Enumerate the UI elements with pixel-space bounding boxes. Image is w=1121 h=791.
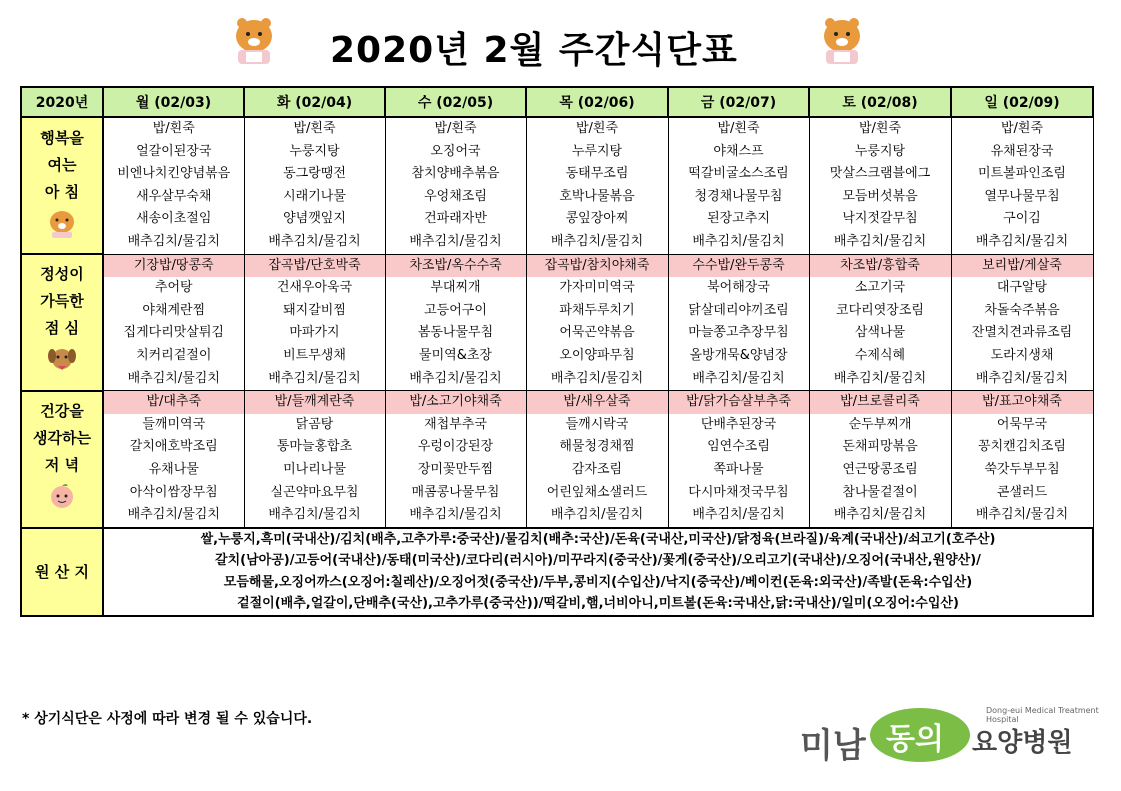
menu-item: 건파래자반 — [424, 211, 487, 227]
day-menu-cell — [103, 254, 244, 391]
meal-label-line: 건강을 — [40, 402, 84, 421]
menu-item: 연근땅콩조림 — [842, 461, 918, 477]
day-menu-cell — [526, 391, 668, 528]
menu-item: 밥/흰죽 — [858, 121, 902, 136]
menu-item: 파채두루치기 — [559, 302, 635, 318]
menu-item: 올방개묵&양념장 — [689, 347, 788, 363]
menu-item: 누룽지탕 — [854, 143, 906, 159]
menu-item: 밥/소고기야채죽 — [386, 391, 526, 414]
menu-item: 밥/닭가슴살부추죽 — [669, 391, 809, 414]
menu-item: 재첩부추국 — [424, 416, 487, 432]
day-menu-cell — [385, 391, 526, 528]
meal-label — [21, 391, 103, 528]
menu-item: 야채계란찜 — [142, 302, 206, 318]
menu-item: 돈채피망볶음 — [842, 439, 918, 455]
day-header: 금 (02/07) — [668, 87, 809, 117]
menu-item: 어묵곤약볶음 — [559, 325, 635, 341]
menu-item: 동태무조림 — [565, 166, 629, 182]
menu-item: 추어탕 — [154, 280, 193, 296]
day-menu-cell — [668, 391, 809, 528]
day-menu-cell — [668, 117, 809, 254]
origin-line: 갈치(남아공)/고등어(국내산)/동태(미국산)/코다리(러시아)/미꾸라지(중국산)/꽃게(중국산)/오리고기(국내산)/오징어(국내산,원양산)/ — [215, 553, 981, 569]
hospital-logo — [800, 700, 1100, 770]
menu-item: 참치양배추볶음 — [411, 166, 500, 182]
menu-item: 감자조림 — [571, 461, 623, 477]
menu-item: 배추김치/물김치 — [833, 233, 927, 249]
origin-line: 모듬해물,오징어까스(오징어:칠레산)/오징어젓(중국산)/두부,콩비지(수입산)/낙지(중국산)/베이컨(돈육:외국산)/족발(돈육:수입산) — [223, 574, 973, 590]
menu-item: 밥/표고야채죽 — [952, 391, 1093, 414]
menu-item: 소고기국 — [854, 280, 906, 296]
menu-item: 보리밥/게살죽 — [952, 255, 1093, 278]
menu-item: 우엉채조림 — [424, 188, 487, 204]
meal-row — [21, 117, 1093, 254]
day-header: 수 (02/05) — [385, 87, 526, 117]
menu-item: 돼지갈비찜 — [283, 302, 346, 318]
day-header: 목 (02/06) — [526, 87, 668, 117]
day-menu-cell — [668, 254, 809, 391]
menu-item: 차조밥/흥합죽 — [810, 255, 951, 278]
menu-item: 닭곰탕 — [295, 416, 334, 432]
peach-mascot-icon — [44, 481, 80, 511]
meal-row — [21, 391, 1093, 528]
day-header: 일 (02/09) — [951, 87, 1093, 117]
menu-item: 호박나물볶음 — [559, 188, 635, 204]
day-menu-cell — [951, 254, 1093, 391]
menu-item: 코다리엿장조림 — [836, 302, 924, 318]
menu-item: 쑥갓두부무침 — [984, 461, 1060, 477]
menu-item: 쪽파나물 — [713, 461, 764, 477]
menu-item: 오징어국 — [430, 143, 481, 159]
menu-item: 매콤콩나물무침 — [411, 484, 500, 500]
menu-item: 배추김치/물김치 — [268, 370, 361, 386]
day-menu-cell — [103, 117, 244, 254]
menu-item: 얼갈이된장국 — [136, 143, 212, 159]
weekly-menu-table — [20, 86, 1094, 617]
menu-item: 해물청경채찜 — [559, 439, 635, 455]
day-menu-cell — [244, 254, 385, 391]
menu-item: 도라지생채 — [990, 347, 1054, 363]
menu-item: 밥/흰죽 — [575, 121, 619, 136]
meal-row — [21, 254, 1093, 391]
menu-item: 갈치애호박조림 — [129, 439, 218, 455]
day-menu-cell — [526, 117, 668, 254]
menu-item: 배추김치/물김치 — [127, 233, 220, 249]
day-menu-cell — [244, 117, 385, 254]
menu-item: 어묵무국 — [996, 416, 1048, 432]
menu-item: 동그랑땡전 — [283, 166, 346, 182]
day-header: 화 (02/04) — [244, 87, 385, 117]
menu-item: 밥/대추죽 — [104, 391, 244, 414]
menu-item: 배추김치/물김치 — [127, 507, 220, 523]
meal-label-line: 정성이 — [40, 265, 84, 284]
menu-item: 된장고추지 — [707, 211, 770, 227]
lion-mascot-icon — [44, 208, 80, 238]
meal-label — [21, 254, 103, 391]
menu-item: 콘샐러드 — [996, 484, 1048, 500]
hospital-name-part: 미남 — [800, 726, 866, 766]
menu-item: 양념깻잎지 — [283, 211, 346, 227]
day-menu-cell — [951, 391, 1093, 528]
menu-item: 어린잎채소샐러드 — [546, 484, 648, 500]
meal-label-line: 가득한 — [40, 292, 84, 311]
menu-item: 배추김치/물김치 — [268, 507, 361, 523]
day-menu-cell — [244, 391, 385, 528]
day-header: 토 (02/08) — [809, 87, 951, 117]
menu-item: 봄동나물무침 — [417, 325, 494, 341]
menu-item: 떡갈비굴소스조림 — [688, 166, 789, 182]
menu-item: 모듬버섯볶음 — [842, 188, 918, 204]
menu-item: 밥/흰죽 — [434, 121, 477, 136]
menu-item: 수수밥/완두콩죽 — [669, 255, 809, 278]
menu-item: 아삭이쌈장무침 — [129, 484, 218, 500]
meal-label-line: 행복을 — [40, 128, 84, 147]
menu-item: 부대찌개 — [430, 280, 481, 296]
menu-item: 단배추된장국 — [700, 416, 777, 432]
menu-item: 수제식혜 — [854, 347, 906, 363]
menu-item: 잡곡밥/참치야채죽 — [527, 255, 668, 278]
menu-item: 미트볼파인조림 — [978, 166, 1066, 182]
meal-label-line: 아 침 — [44, 182, 80, 201]
meal-label-line: 점 심 — [44, 319, 80, 338]
menu-item: 꽁치캔김치조림 — [978, 439, 1066, 455]
menu-item: 열무나물무침 — [984, 188, 1060, 204]
meal-label-line: 저 녁 — [44, 456, 80, 475]
menu-item: 실곤약마요무침 — [270, 484, 359, 500]
menu-item: 새우살무숙채 — [136, 188, 212, 204]
meal-label-line: 여는 — [47, 155, 77, 174]
menu-item: 배추김치/물김치 — [692, 507, 785, 523]
year-header: 2020년 — [21, 87, 103, 117]
menu-item: 배추김치/물김치 — [550, 507, 644, 523]
menu-item: 치커리겉절이 — [136, 347, 212, 363]
menu-item: 누루지탕 — [571, 143, 623, 159]
menu-item: 배추김치/물김치 — [409, 233, 502, 249]
hospital-tagline: Dong-eui Medical Treatment Hospital — [986, 706, 1099, 724]
menu-item: 배추김치/물김치 — [268, 233, 361, 249]
menu-item: 임연수조림 — [707, 439, 770, 455]
menu-item: 낙지젓갈무침 — [842, 211, 918, 227]
origin-line: 겉절이(배추,얼갈이,단배추(국산),고추가루(중국산))/떡갈비,햄,너비아니,미트볼(돈육:국내산,닭:국내산)/일미(오징어:수입산) — [237, 596, 959, 612]
menu-item: 배추김치/물김치 — [409, 507, 502, 523]
menu-item: 집게다리맛살튀김 — [123, 325, 224, 341]
day-menu-cell — [526, 254, 668, 391]
menu-item: 삼색나물 — [854, 325, 906, 341]
menu-item: 밥/흰죽 — [717, 121, 760, 136]
menu-item: 배추김치/물김치 — [833, 370, 927, 386]
menu-item: 마늘쫑고추장무침 — [688, 325, 789, 341]
origin-label: 원 산 지 — [21, 528, 103, 616]
menu-item: 배추김치/물김치 — [550, 370, 644, 386]
menu-item: 누룽지탕 — [289, 143, 340, 159]
menu-item: 새송이초절임 — [136, 211, 212, 227]
menu-item: 야채스프 — [713, 143, 764, 159]
menu-item: 밥/브로콜리죽 — [810, 391, 951, 414]
menu-item: 통마늘홍합초 — [276, 439, 353, 455]
hospital-name-part: 요양병원 — [972, 728, 1073, 758]
menu-item: 북어해장국 — [707, 280, 770, 296]
menu-item: 구이김 — [1003, 211, 1041, 227]
origin-row — [21, 528, 1093, 616]
dog-mascot-icon — [44, 344, 80, 374]
footnote: * 상기식단은 사정에 따라 변경 될 수 있습니다. — [22, 711, 313, 727]
menu-item: 밥/들깨계란죽 — [245, 391, 385, 414]
title-bar — [0, 12, 1121, 80]
menu-item: 유채나물 — [148, 461, 199, 477]
day-menu-cell — [809, 117, 951, 254]
meal-label-line: 생각하는 — [33, 429, 91, 448]
menu-item: 밥/흰죽 — [1000, 121, 1044, 136]
menu-item: 배추김치/물김치 — [127, 370, 220, 386]
menu-item: 배추김치/물김치 — [975, 507, 1069, 523]
menu-item: 밥/새우살죽 — [527, 391, 668, 414]
lion-mascot-icon — [816, 14, 868, 66]
origin-line: 쌀,누룽지,흑미(국내산)/김치(배추,고추가루:중국산)/물김치(배추:국산)/돈육(국내산,미국산)/닭정육(브라질)/육계(국내산)/쇠고기(호주산) — [200, 531, 996, 547]
day-menu-cell — [809, 391, 951, 528]
menu-item: 배추김치/물김치 — [692, 370, 785, 386]
menu-item: 잔멸치견과류조림 — [971, 325, 1073, 341]
menu-item: 다시마채젓국무침 — [688, 484, 789, 500]
menu-item: 대구알탕 — [996, 280, 1048, 296]
menu-item: 배추김치/물김치 — [409, 370, 502, 386]
menu-item: 고등어구이 — [424, 302, 487, 318]
menu-item: 우렁이강된장 — [417, 439, 494, 455]
day-menu-cell — [951, 117, 1093, 254]
day-menu-cell — [809, 254, 951, 391]
menu-item: 콩잎장아찌 — [565, 211, 629, 227]
menu-item: 장미꽃만두찜 — [417, 461, 494, 477]
menu-item: 참나물겉절이 — [842, 484, 918, 500]
menu-item: 미나리나물 — [283, 461, 346, 477]
meal-label — [21, 117, 103, 254]
menu-item: 청경채나물무침 — [694, 188, 783, 204]
menu-item: 오이양파무침 — [559, 347, 635, 363]
menu-item: 차조밥/옥수수죽 — [386, 255, 526, 278]
lion-mascot-icon — [228, 14, 280, 66]
day-menu-cell — [385, 254, 526, 391]
origin-text — [103, 528, 1093, 616]
menu-item: 배추김치/물김치 — [975, 233, 1069, 249]
menu-item: 닭살데리야끼조림 — [688, 302, 789, 318]
day-menu-cell — [103, 391, 244, 528]
menu-item: 유채된장국 — [990, 143, 1054, 159]
day-header: 월 (02/03) — [103, 87, 244, 117]
menu-item: 순두부찌개 — [848, 416, 912, 432]
menu-item: 들깨미역국 — [142, 416, 206, 432]
menu-item: 맛살스크램블에그 — [829, 166, 931, 182]
menu-item: 시래기나물 — [283, 188, 346, 204]
menu-item: 차돌숙주볶음 — [984, 302, 1060, 318]
day-menu-cell — [385, 117, 526, 254]
menu-item: 물미역&초장 — [419, 347, 492, 363]
menu-item: 건새우아욱국 — [276, 280, 353, 296]
menu-item: 들깨시락국 — [565, 416, 629, 432]
menu-item: 비트무생채 — [283, 347, 346, 363]
menu-item: 비엔나치킨양념볶음 — [117, 166, 231, 182]
menu-item: 잡곡밥/단호박죽 — [245, 255, 385, 278]
page-title: 2020년 2월 주간식단표 — [330, 30, 738, 71]
hospital-name-part: 동의 — [886, 722, 944, 757]
menu-item: 배추김치/물김치 — [550, 233, 644, 249]
menu-item: 마파가지 — [289, 325, 340, 341]
menu-item: 배추김치/물김치 — [975, 370, 1069, 386]
menu-item: 배추김치/물김치 — [833, 507, 927, 523]
header-row — [21, 87, 1093, 117]
menu-item: 가자미미역국 — [559, 280, 635, 296]
menu-item: 밥/흰죽 — [152, 121, 195, 136]
menu-item: 밥/흰죽 — [293, 121, 336, 136]
menu-item: 기장밥/땅콩죽 — [104, 255, 244, 278]
menu-item: 배추김치/물김치 — [692, 233, 785, 249]
